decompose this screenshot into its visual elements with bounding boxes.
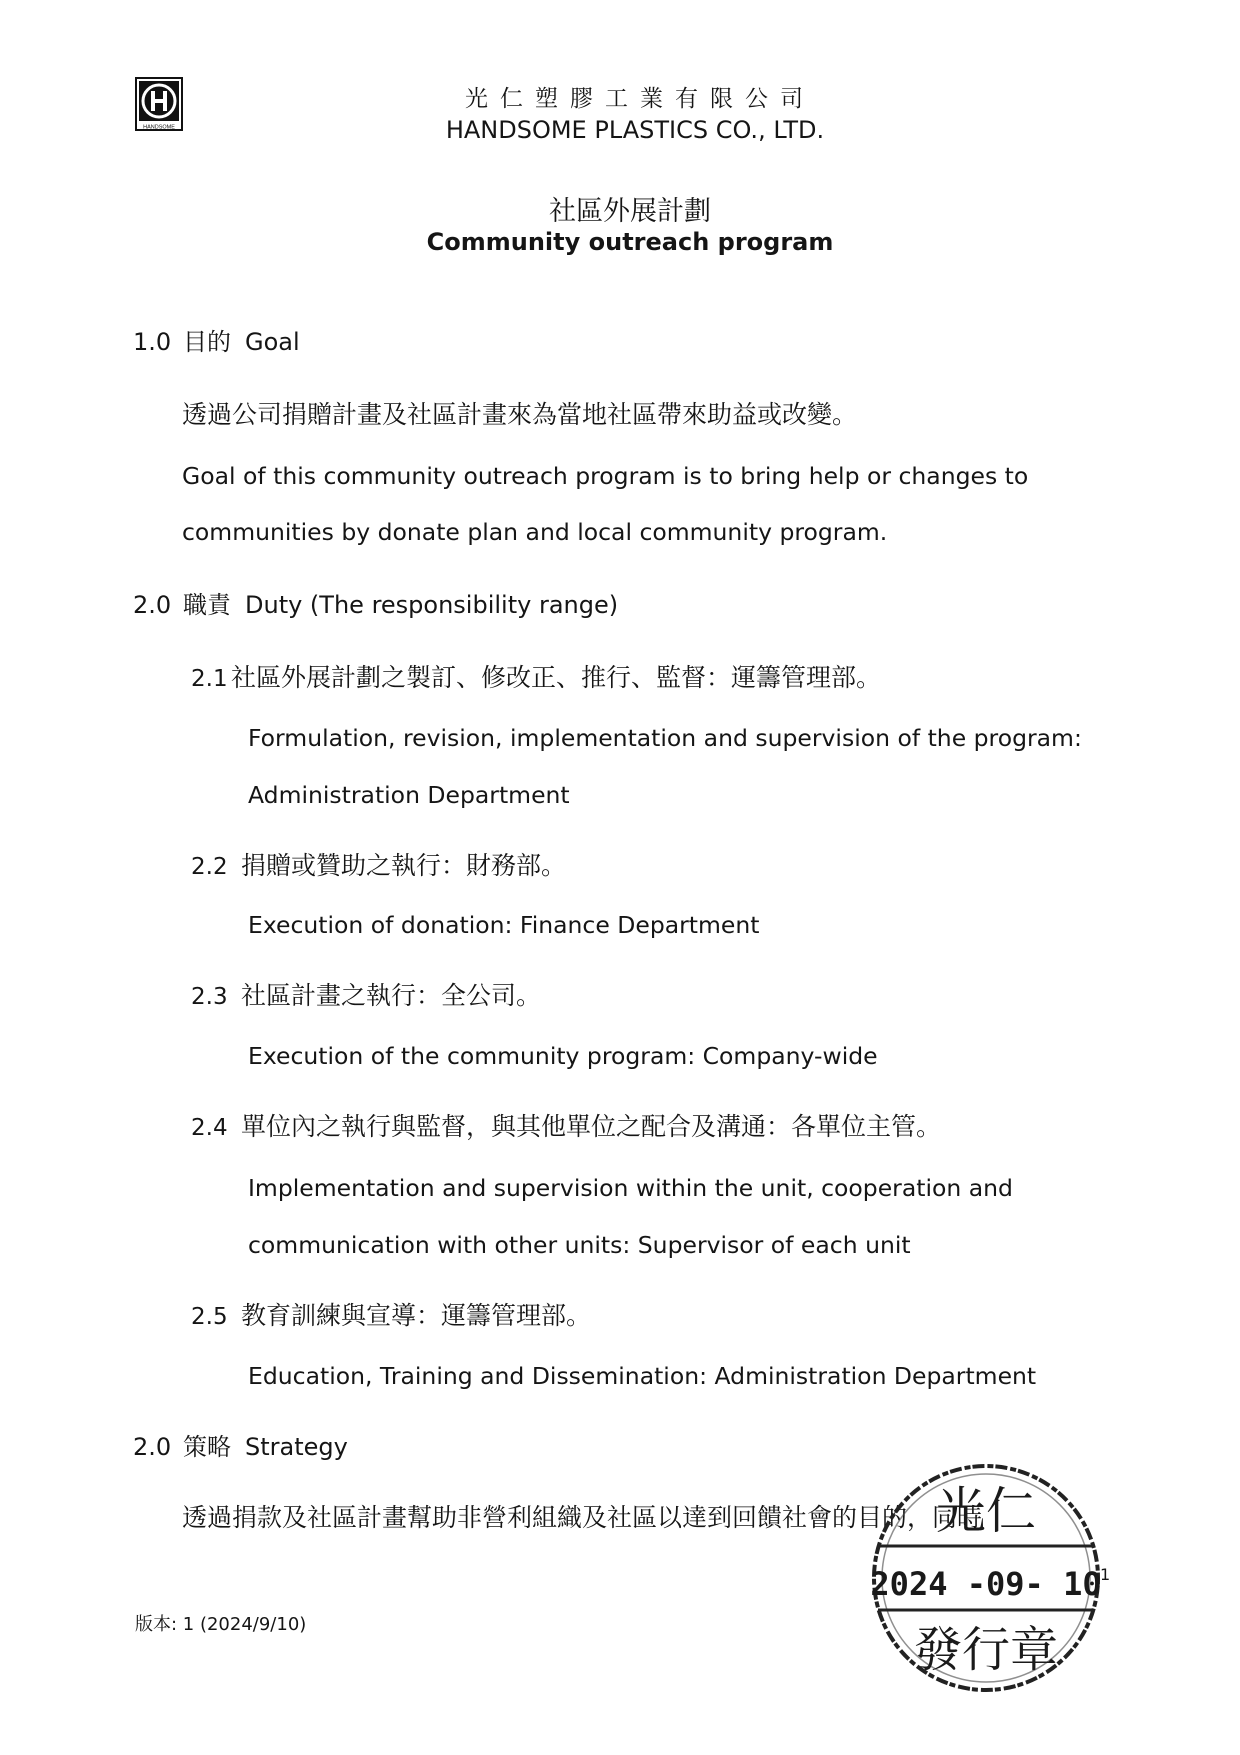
stamp-top-text: 光仁 bbox=[936, 1482, 1036, 1540]
duty-item-2-4-en-line1: Implementation and supervision within the unit, cooperation and bbox=[248, 1174, 1013, 1202]
section-title-zh: 策略 bbox=[183, 1433, 231, 1461]
goal-paragraph-en-line2: communities by donate plan and local community program. bbox=[182, 518, 888, 546]
section-title-en: Goal bbox=[245, 328, 300, 356]
duty-item-2-2-en-line1: Execution of donation: Finance Department bbox=[248, 911, 760, 939]
duty-item-2-2-zh bbox=[191, 846, 566, 882]
item-number: 2.5 bbox=[191, 1304, 228, 1330]
section-heading-goal bbox=[133, 322, 300, 357]
duty-item-2-1-zh bbox=[191, 658, 881, 694]
page-number: 1 bbox=[1100, 1565, 1111, 1584]
item-number: 2.2 bbox=[191, 854, 228, 880]
item-number: 2.4 bbox=[191, 1115, 228, 1141]
duty-item-2-4-zh bbox=[191, 1107, 941, 1143]
version-label: 版本: 1 (2024/9/10) bbox=[135, 1614, 307, 1635]
item-text-zh: 社區計畫之執行：全公司。 bbox=[241, 981, 542, 1010]
goal-paragraph-en-line1: Goal of this community outreach program is to bring help or changes to bbox=[182, 462, 1029, 490]
duty-item-2-4-en-line2: communication with other units: Supervisor of each unit bbox=[248, 1231, 911, 1259]
item-text-zh: 捐贈或贊助之執行：財務部。 bbox=[241, 851, 567, 880]
duty-item-2-5-zh bbox=[191, 1296, 591, 1332]
company-name-en: HANDSOME PLASTICS CO., LTD. bbox=[445, 116, 825, 144]
section-title-en: Duty (The responsibility range) bbox=[245, 591, 619, 619]
section-number: 2.0 bbox=[133, 1433, 172, 1461]
stamp-date: 2024 -09- 10 bbox=[870, 1565, 1102, 1603]
section-heading-duty bbox=[133, 585, 618, 620]
duty-item-2-3-en-line1: Execution of the community program: Company-wide bbox=[248, 1042, 878, 1070]
document-title-en: Community outreach program bbox=[426, 228, 834, 256]
item-text-zh: 社區外展計劃之製訂、修改正、推行、監督：運籌管理部。 bbox=[231, 663, 882, 692]
strategy-paragraph-zh: 透過捐款及社區計畫幫助非營利組織及社區以達到回饋社會的目的，同時 bbox=[182, 1503, 983, 1532]
section-number: 1.0 bbox=[133, 328, 172, 356]
svg-text:HANDSOME: HANDSOME bbox=[143, 124, 175, 131]
section-heading-strategy bbox=[133, 1427, 348, 1462]
duty-item-2-3-zh bbox=[191, 976, 541, 1012]
duty-item-2-1-en-line2: Administration Department bbox=[248, 781, 570, 809]
goal-paragraph-zh: 透過公司捐贈計畫及社區計畫來為當地社區帶來助益或改變。 bbox=[182, 400, 858, 429]
item-text-zh: 單位內之執行與監督，與其他單位之配合及溝通：各單位主管。 bbox=[241, 1112, 942, 1141]
section-number: 2.0 bbox=[133, 591, 172, 619]
duty-item-2-5-en-line1: Education, Training and Dissemination: Administration Department bbox=[248, 1362, 1037, 1390]
document-title-zh: 社區外展計劃 bbox=[549, 196, 711, 227]
issuing-stamp bbox=[866, 1458, 1106, 1698]
section-title-zh: 職責 bbox=[183, 591, 231, 619]
company-name-zh: 光仁塑膠工業有限公司 bbox=[465, 86, 815, 112]
item-number: 2.1 bbox=[191, 666, 228, 692]
section-title-en: Strategy bbox=[245, 1433, 348, 1461]
section-title-zh: 目的 bbox=[183, 328, 231, 356]
stamp-bottom-text: 發行章 bbox=[913, 1622, 1059, 1678]
duty-item-2-1-en-line1: Formulation, revision, implementation and supervision of the program: bbox=[248, 724, 1082, 752]
item-number: 2.3 bbox=[191, 984, 228, 1010]
item-text-zh: 教育訓練與宣導：運籌管理部。 bbox=[241, 1301, 592, 1330]
